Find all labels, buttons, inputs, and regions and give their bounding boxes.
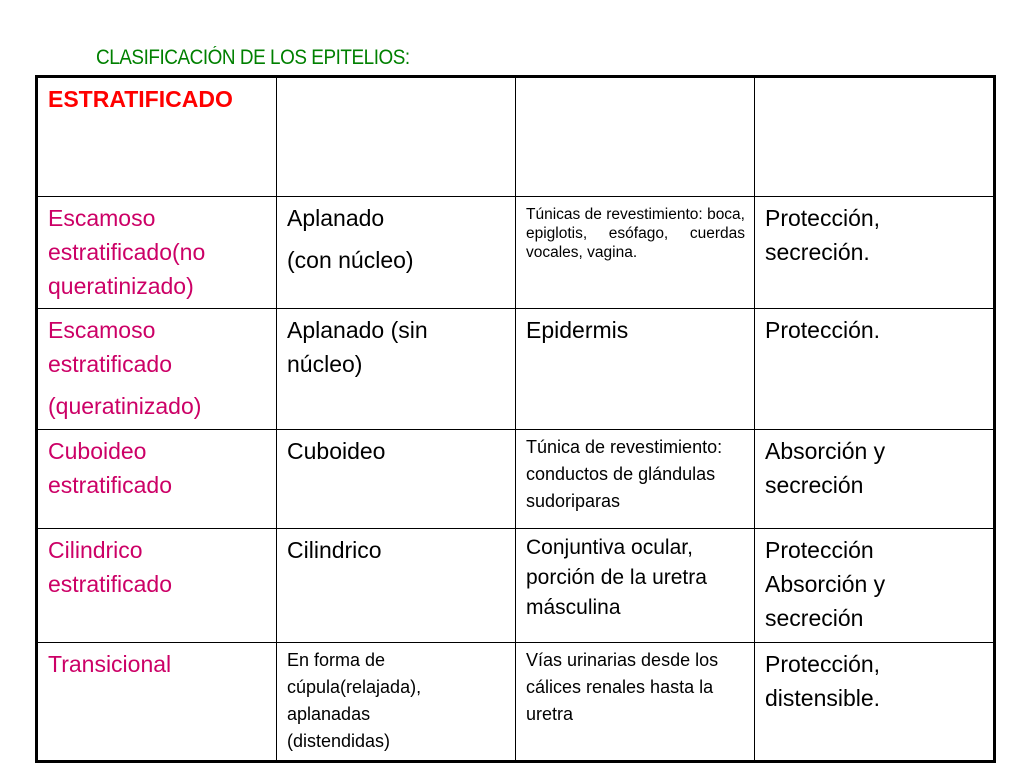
function-line: Protección. <box>765 317 881 344</box>
page-title: CLASIFICACIÓN DE LOS EPITELIOS: <box>96 46 410 69</box>
type-line: queratinizado) <box>48 273 194 300</box>
location-cell: Vías urinarias desde los cálices renales hasta la uretra <box>516 642 755 761</box>
function-line: Protección <box>765 536 874 563</box>
type-line: Escamoso <box>48 317 156 344</box>
shape-line: aplanadas <box>287 703 371 724</box>
function-line: distensible. <box>765 684 881 711</box>
table-row <box>37 528 995 642</box>
shape-line: En forma de <box>287 649 386 670</box>
function-line: secreción. <box>765 239 870 266</box>
function-line: secreción <box>765 604 864 631</box>
type-line: estratificado <box>48 351 173 378</box>
header-cell-empty-2 <box>516 77 755 197</box>
shape-cell <box>277 197 516 309</box>
type-line: estratificado(no <box>48 239 206 266</box>
header-cell-empty-3 <box>755 77 995 197</box>
type-cell <box>37 197 277 309</box>
shape-line: Cilindrico <box>287 536 382 563</box>
type-cell <box>37 528 277 642</box>
location-cell: Túnica de revestimiento: conductos de glándulas sudoriparas <box>516 429 755 528</box>
function-cell <box>755 309 995 429</box>
shape-line: cúpula(relajada), <box>287 676 422 697</box>
function-line: Absorción y <box>765 437 886 464</box>
shape-line: Aplanado <box>287 205 385 232</box>
function-cell <box>755 429 995 528</box>
type-line: estratificado <box>48 570 173 597</box>
shape-cell <box>277 429 516 528</box>
function-line: Absorción y <box>765 570 886 597</box>
table-row <box>37 429 995 528</box>
function-cell <box>755 642 995 761</box>
function-cell <box>755 528 995 642</box>
type-line: Cilindrico <box>48 536 143 563</box>
function-line: secreción <box>765 471 864 498</box>
function-cell <box>755 197 995 309</box>
shape-line: (distendidas) <box>287 730 391 751</box>
function-line: Protección, <box>765 650 881 677</box>
shape-line: (con núcleo) <box>287 247 414 274</box>
table-row <box>37 309 995 429</box>
table-row <box>37 642 995 761</box>
shape-cell <box>277 309 516 429</box>
shape-line: Aplanado (sin <box>287 317 428 344</box>
table-row <box>37 197 995 309</box>
header-cell-empty-1 <box>277 77 516 197</box>
location-cell: Epidermis <box>516 309 755 429</box>
location-cell: Túnicas de revestimiento: boca, epiglotis, esófago, cuerdas vocales, vagina. <box>516 197 755 309</box>
type-cell <box>37 309 277 429</box>
type-line: estratificado <box>48 471 173 498</box>
type-line: Cuboideo <box>48 437 147 464</box>
epithelia-table <box>35 75 996 763</box>
shape-cell <box>277 528 516 642</box>
shape-line: Cuboideo <box>287 437 386 464</box>
shape-line: núcleo) <box>287 351 363 378</box>
shape-cell <box>277 642 516 761</box>
header-cell-type <box>37 77 277 197</box>
type-cell <box>37 429 277 528</box>
type-line: Escamoso <box>48 205 156 232</box>
type-line: (queratinizado) <box>48 393 202 420</box>
type-line: Transicional <box>48 650 172 677</box>
header-label: ESTRATIFICADO <box>48 86 233 112</box>
location-cell: Conjuntiva ocular, porción de la uretra másculina <box>516 528 755 642</box>
function-line: Protección, <box>765 205 881 232</box>
type-cell <box>37 642 277 761</box>
table-header-row <box>37 77 995 197</box>
